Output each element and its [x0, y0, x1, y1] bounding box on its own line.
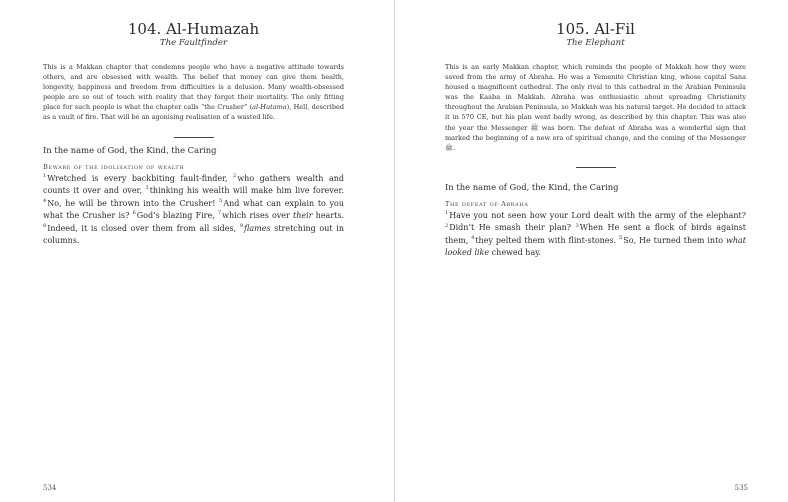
verse-text: And what can explain to you what the Crusher is? — [43, 198, 345, 221]
verse-text: Indeed, it is closed over them from all sides, — [47, 223, 240, 233]
verses — [445, 210, 746, 260]
verse-text: God’s blazing Fire, — [136, 211, 218, 221]
section-heading: The defeat of Abraha — [445, 199, 529, 208]
verse-number: 5 — [219, 197, 223, 204]
verse-text: So, He turned them into — [623, 235, 727, 245]
verse-emphasis: their — [293, 211, 313, 221]
right-page-content — [445, 20, 746, 260]
verses — [43, 173, 344, 248]
verse-number: 7 — [217, 210, 222, 217]
verse-emphasis: flames — [244, 223, 271, 233]
intro-term: al-Hutama — [252, 103, 287, 112]
divider — [174, 137, 214, 138]
verse-text: they pelted them with flint-stones. — [475, 235, 620, 245]
verse-text: Didn’t He smash their plan? — [449, 223, 576, 233]
verse-number: 9 — [239, 222, 244, 229]
chapter-subtitle: The Elephant — [566, 38, 625, 48]
verse-number: 6 — [132, 210, 136, 217]
chapter-title: 104. Al-Humazah — [127, 20, 260, 38]
verse-text: chewed hay. — [489, 248, 542, 258]
right-page — [394, 0, 788, 502]
verse-text: who gathers wealth and counts it over and over, — [43, 173, 344, 196]
page-number: 535 — [734, 484, 748, 492]
verse-number: 3 — [145, 185, 149, 192]
verse-text: Wretched is every backbiting fault-finder, — [47, 173, 234, 183]
basmala: In the name of God, the Kind, the Caring — [43, 144, 217, 155]
verse-number: 3 — [575, 222, 579, 229]
page-number: 534 — [43, 484, 57, 492]
divider — [576, 167, 616, 168]
verse-text: When He sent a flock of birds against them, — [445, 223, 746, 245]
verse-number: 4 — [43, 197, 47, 204]
verse-number: 8 — [43, 222, 47, 229]
verse-number: 1 — [445, 210, 449, 217]
verse-text: thinking his wealth will make him live forever. — [149, 186, 345, 196]
left-page-content — [43, 20, 344, 248]
section-heading: Beware of the idolisation of wealth — [43, 162, 185, 171]
basmala: In the name of God, the Kind, the Caring — [445, 181, 619, 192]
chapter-intro: This is an early Makkan chapter, which reminds the people of Makkah how they were saved from the army of Abraha. He was a Yemenite Christian king, whose capital Sana housed a magnificent cathedral. The only rival to this cathedral in the Arabian Peninsula was the Kaaba in Makkah. Abraha was enthusiastic about spreading Christianity throughout the Arabian Peninsula, so Makkah was his natural target. He decided to attack it in 570 CE, but his plan went badly wrong, as described by this chapter. This was also the year the Messenger ﷺ was born. The defeat of Abraha was a wonderful sign that marked the beginning of a new era of spiritual change, and the coming of the Messenger ﷺ. — [445, 63, 746, 152]
verse-number: 2 — [445, 222, 449, 229]
verse-text: which rises over — [222, 211, 294, 221]
verse-number: 2 — [233, 172, 237, 179]
chapter-title: 105. Al-Fil — [556, 20, 635, 38]
verse-number: 5 — [619, 235, 623, 242]
intro-text-end: ), Hell, described as a vault of fire. That will be an agonising realisation of a wasted life. — [43, 103, 344, 122]
verse-number: 1 — [43, 172, 47, 179]
chapter-intro — [43, 62, 344, 123]
verse-text: Have you not seen how your Lord dealt with the army of the elephant? — [449, 210, 746, 220]
verse-text: hearts. — [312, 211, 345, 221]
intro-text: This is a Makkan chapter that condemns people who have a negative attitude towards others, and are obsessed with wealth. The belief that money can give them health, longevity, happiness and freedom from difficulties is a delusion. Many wealth-obsessed people are so out of touch with reality that they forget their mortality. The only fitting place for such people is what the chapter calls “the Crusher” ( — [43, 63, 344, 112]
chapter-subtitle: The Faultfinder — [159, 38, 228, 48]
verse-text: No, he will be thrown into the Crusher! — [47, 198, 220, 208]
verse-emphasis: what looked like — [445, 235, 746, 258]
verse-text: stretching out in columns. — [43, 223, 344, 246]
verse-number: 4 — [471, 235, 475, 242]
